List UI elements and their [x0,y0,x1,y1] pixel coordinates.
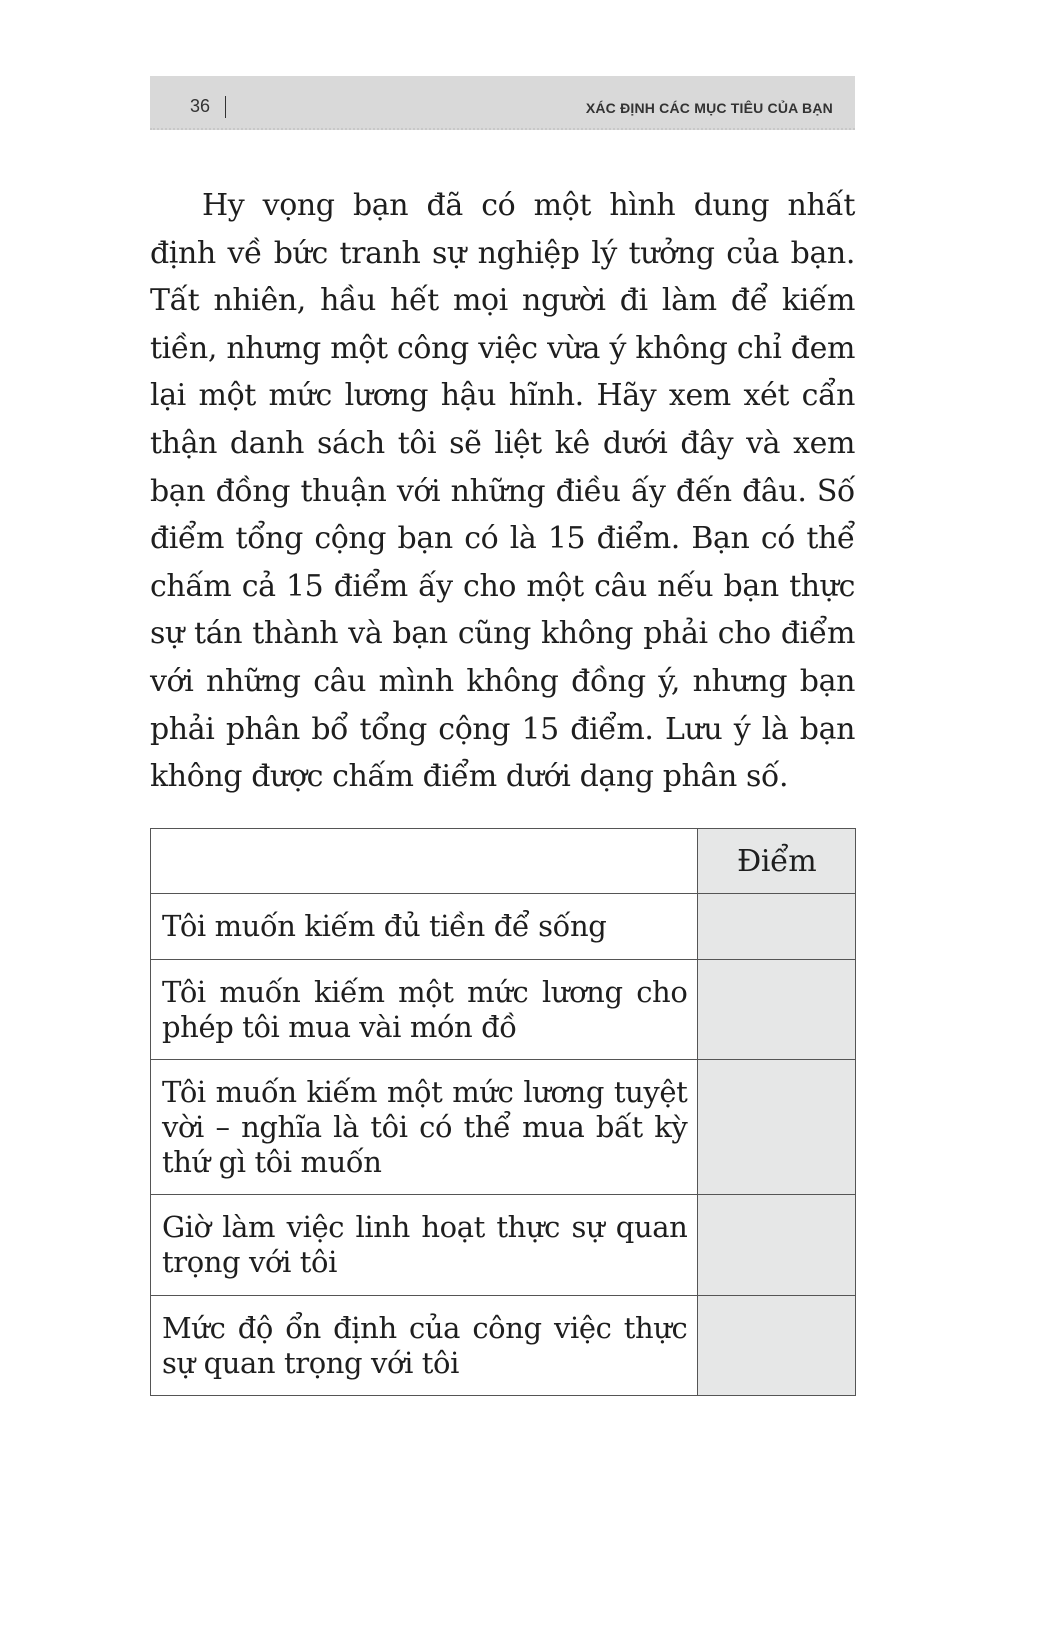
header-divider [225,96,226,118]
statement-cell: Giờ làm việc linh hoạt thực sự quan trọng với tôi [151,1195,698,1296]
header-score-cell: Điểm [698,829,856,894]
table-header-row [151,829,856,894]
score-table [150,828,856,1396]
statement-cell: Mức độ ổn định của công việc thực sự quan trọng với tôi [151,1296,698,1396]
table-row [151,960,856,1060]
table-row [151,1296,856,1396]
body-paragraph: Hy vọng bạn đã có một hình dung nhất định về bức tranh sự nghiệp lý tưởng của bạn. Tất nhiên, hầu hết mọi người đi làm để kiếm tiền, nhưng một công việc vừa ý không chỉ đem lại một mức lương hậu hĩnh. Hãy xem xét cẩn thận danh sách tôi sẽ liệt kê dưới đây và xem bạn đồng thuận với những điều ấy đến đâu. Số điểm tổng cộng bạn có là 15 điểm. Bạn có thể chấm cả 15 điểm ấy cho một câu nếu bạn thực sự tán thành và bạn cũng không phải cho điểm với những câu mình không đồng ý, nhưng bạn phải phân bổ tổng cộng 15 điểm. Lưu ý là bạn không được chấm điểm dưới dạng phân số. [150,188,855,795]
score-cell[interactable] [698,1195,856,1296]
table-row [151,1060,856,1195]
score-cell[interactable] [698,1296,856,1396]
running-header [150,76,855,130]
header-statement-cell [151,829,698,894]
table-row [151,1195,856,1296]
page-number: 36 [190,96,211,116]
statement-cell: Tôi muốn kiếm đủ tiền để sống [151,894,698,960]
statement-cell: Tôi muốn kiếm một mức lương cho phép tôi mua vài món đồ [151,960,698,1060]
score-cell[interactable] [698,894,856,960]
statement-cell: Tôi muốn kiếm một mức lương tuyệt vời – nghĩa là tôi có thể mua bất kỳ thứ gì tôi muốn [151,1060,698,1195]
score-cell[interactable] [698,1060,856,1195]
table-row [151,894,856,960]
score-cell[interactable] [698,960,856,1060]
chapter-title: XÁC ĐỊNH CÁC MỤC TIÊU CỦA BẠN [585,100,833,116]
